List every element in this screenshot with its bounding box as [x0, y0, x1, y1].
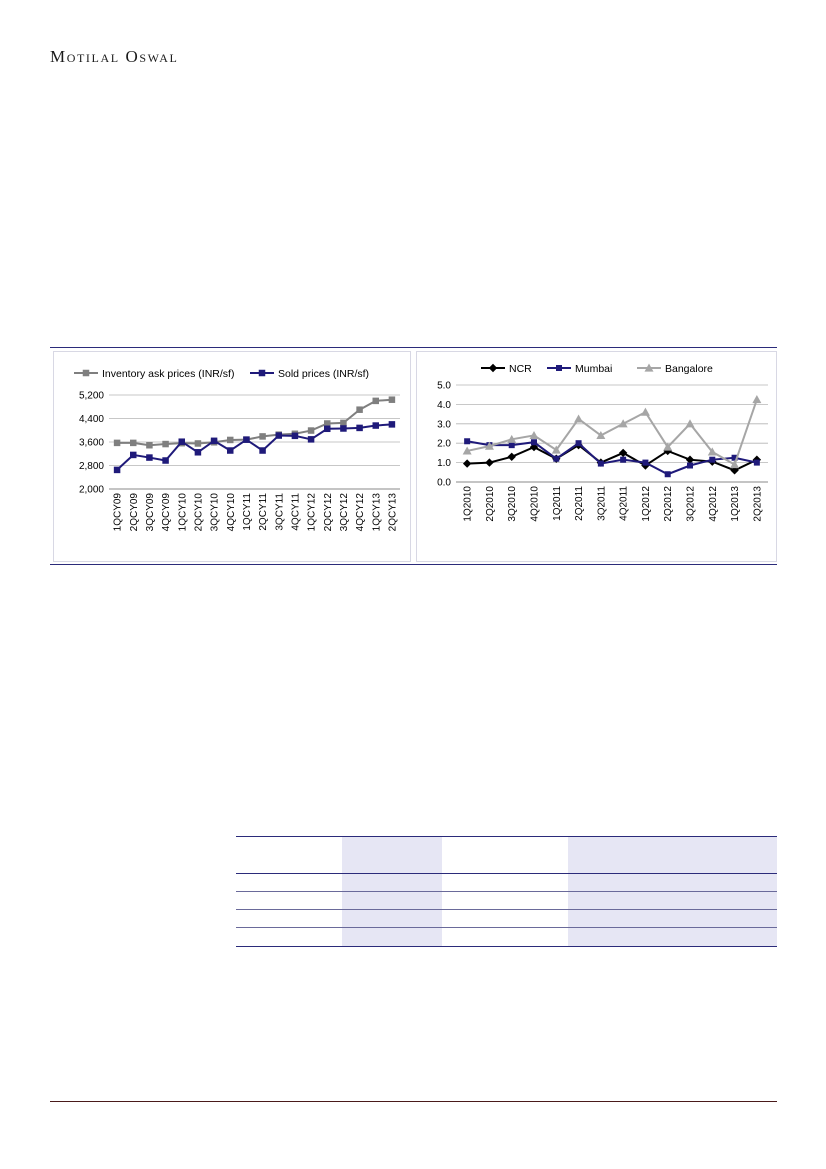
data-point: [195, 440, 202, 447]
data-point: [227, 447, 234, 454]
table-bottom-rule: [236, 946, 777, 947]
data-point: [665, 471, 671, 477]
y-tick-label: 3,600: [78, 437, 104, 449]
x-tick-label: 3Q2012: [685, 486, 697, 522]
data-point: [373, 422, 380, 429]
data-point: [243, 436, 250, 443]
table-row-rule: [236, 927, 777, 928]
x-tick-label: 3QCY09: [144, 493, 156, 532]
data-point: [553, 456, 559, 462]
y-tick-label: 4,400: [78, 414, 104, 425]
x-tick-label: 3QCY10: [209, 493, 221, 532]
x-tick-label: 2Q2012: [663, 486, 675, 522]
data-point: [259, 447, 266, 454]
data-point: [709, 457, 715, 463]
y-tick-label: 0.0: [437, 477, 451, 489]
data-table: [236, 836, 777, 947]
legend-marker: [489, 364, 497, 372]
data-point: [576, 440, 582, 446]
x-tick-label: 4QCY12: [355, 493, 367, 532]
data-point: [114, 467, 121, 474]
x-tick-label: 2QCY09: [128, 493, 140, 532]
x-tick-label: 4QCY09: [161, 493, 173, 532]
legend-marker: [556, 365, 562, 371]
data-point: [324, 426, 331, 433]
data-point: [752, 395, 761, 403]
data-point: [308, 427, 315, 434]
x-tick-label: 4Q2011: [618, 486, 630, 521]
legend-label: Bangalore: [665, 363, 713, 375]
data-point: [485, 458, 493, 466]
legend-label: Mumbai: [575, 363, 613, 375]
y-tick-label: 2,800: [78, 461, 104, 472]
table-top-rule: [236, 836, 777, 837]
data-point: [598, 461, 604, 467]
x-tick-label: 1Q2011: [551, 486, 563, 521]
y-tick-label: 2,000: [78, 484, 104, 496]
data-point: [642, 460, 648, 466]
x-tick-label: 1QCY13: [371, 493, 383, 532]
x-tick-label: 1Q2013: [730, 486, 742, 522]
data-point: [686, 419, 695, 427]
x-tick-label: 4QCY11: [290, 493, 302, 531]
figure-top-rule: [50, 347, 777, 348]
price-chart-panel: [53, 351, 411, 562]
brand-logo: Motilal Oswal: [50, 47, 179, 66]
data-point: [340, 425, 347, 432]
data-point: [463, 459, 471, 467]
data-point: [389, 421, 396, 428]
y-tick-label: 2.0: [437, 438, 451, 450]
data-point: [509, 442, 515, 448]
footer-rule: [50, 1101, 777, 1102]
x-tick-label: 1QCY10: [177, 493, 189, 532]
x-tick-label: 1Q2010: [462, 486, 474, 522]
y-tick-label: 1.0: [437, 458, 451, 470]
data-point: [356, 425, 363, 432]
data-point: [531, 439, 537, 445]
data-point: [619, 419, 628, 427]
x-tick-label: 2QCY10: [193, 493, 205, 532]
data-point: [730, 460, 739, 468]
data-point: [340, 420, 347, 427]
x-tick-label: 2Q2010: [484, 486, 496, 522]
x-tick-label: 3QCY12: [338, 493, 350, 532]
data-point: [179, 438, 186, 445]
data-point: [146, 454, 153, 461]
data-point: [276, 432, 283, 439]
data-point: [754, 460, 760, 466]
legend-label: Inventory ask prices (INR/sf): [102, 368, 235, 380]
table-header-rule: [236, 873, 777, 874]
data-point: [195, 449, 202, 456]
data-point: [130, 440, 137, 447]
figure-bottom-rule: [50, 564, 777, 565]
data-point: [162, 441, 169, 448]
y-tick-label: 5,200: [78, 390, 104, 402]
data-point: [292, 433, 299, 440]
x-tick-label: 4QCY10: [225, 493, 237, 532]
x-tick-label: 4Q2010: [529, 486, 541, 522]
series-line: [117, 400, 392, 446]
table-row-rule: [236, 891, 777, 892]
data-point: [620, 457, 626, 463]
data-point: [211, 438, 218, 445]
price-line-chart: [54, 352, 410, 561]
x-tick-label: 1Q2012: [640, 486, 652, 522]
x-tick-label: 3Q2011: [596, 486, 608, 521]
x-tick-label: 2QCY11: [258, 493, 270, 531]
city-chart-panel: [416, 351, 777, 562]
x-tick-label: 3Q2010: [507, 486, 519, 522]
table-row-rule: [236, 909, 777, 910]
data-point: [259, 433, 266, 440]
legend-label: Sold prices (INR/sf): [278, 368, 370, 380]
data-point: [373, 398, 380, 405]
series-line: [117, 424, 392, 470]
data-point: [162, 457, 169, 464]
x-tick-label: 3QCY11: [274, 493, 286, 531]
city-line-chart: [417, 352, 776, 561]
x-tick-label: 1QCY12: [306, 493, 318, 532]
x-tick-label: 4Q2012: [707, 486, 719, 522]
data-point: [687, 463, 693, 469]
data-point: [356, 406, 363, 413]
data-point: [508, 453, 516, 461]
x-tick-label: 1QCY11: [241, 493, 253, 531]
data-point: [308, 436, 315, 443]
data-point: [114, 440, 121, 447]
data-point: [574, 414, 583, 422]
legend-label: NCR: [509, 363, 532, 375]
legend-marker: [83, 370, 90, 377]
y-tick-label: 5.0: [437, 380, 451, 392]
data-point: [641, 408, 650, 416]
data-point: [130, 452, 137, 459]
y-tick-label: 3.0: [437, 419, 451, 431]
x-tick-label: 2QCY13: [387, 493, 399, 532]
data-point: [389, 396, 396, 403]
x-tick-label: 2Q2013: [752, 486, 764, 522]
x-tick-label: 2QCY12: [322, 493, 334, 532]
data-point: [464, 438, 470, 444]
data-point: [619, 449, 627, 457]
x-tick-label: 1QCY09: [112, 493, 124, 532]
legend-marker: [259, 370, 266, 377]
y-tick-label: 4.0: [437, 399, 451, 411]
data-point: [146, 442, 153, 449]
x-tick-label: 2Q2011: [574, 486, 586, 521]
data-point: [227, 437, 234, 444]
